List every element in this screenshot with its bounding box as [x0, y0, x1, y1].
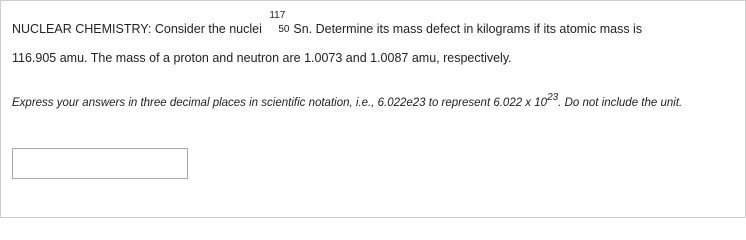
instructions-after: . Do not include the unit. — [558, 97, 683, 109]
instructions-text — [12, 93, 734, 113]
instructions-exponent: 23 — [547, 92, 559, 103]
instructions-before: Express your answers in three decimal places in scientific notation, i.e., 6.022e23 to represent 6.022 x 10 — [12, 97, 548, 109]
question-line-2: 116.905 amu. The mass of a proton and neutron are 1.0073 and 1.0087 amu, respectively. — [12, 51, 512, 65]
answer-input[interactable] — [12, 148, 188, 179]
isotope-mass-number: 117 — [269, 10, 286, 21]
question-prefix: NUCLEAR CHEMISTRY: Consider the nuclei — [12, 22, 262, 36]
isotope-notation — [265, 10, 293, 35]
question-text — [12, 10, 734, 73]
isotope-symbol: Sn — [293, 22, 309, 36]
question-sentence-rest: . Determine its mass defect in kilograms if its atomic mass is — [308, 22, 643, 36]
isotope-atomic-number: 50 — [278, 24, 290, 35]
